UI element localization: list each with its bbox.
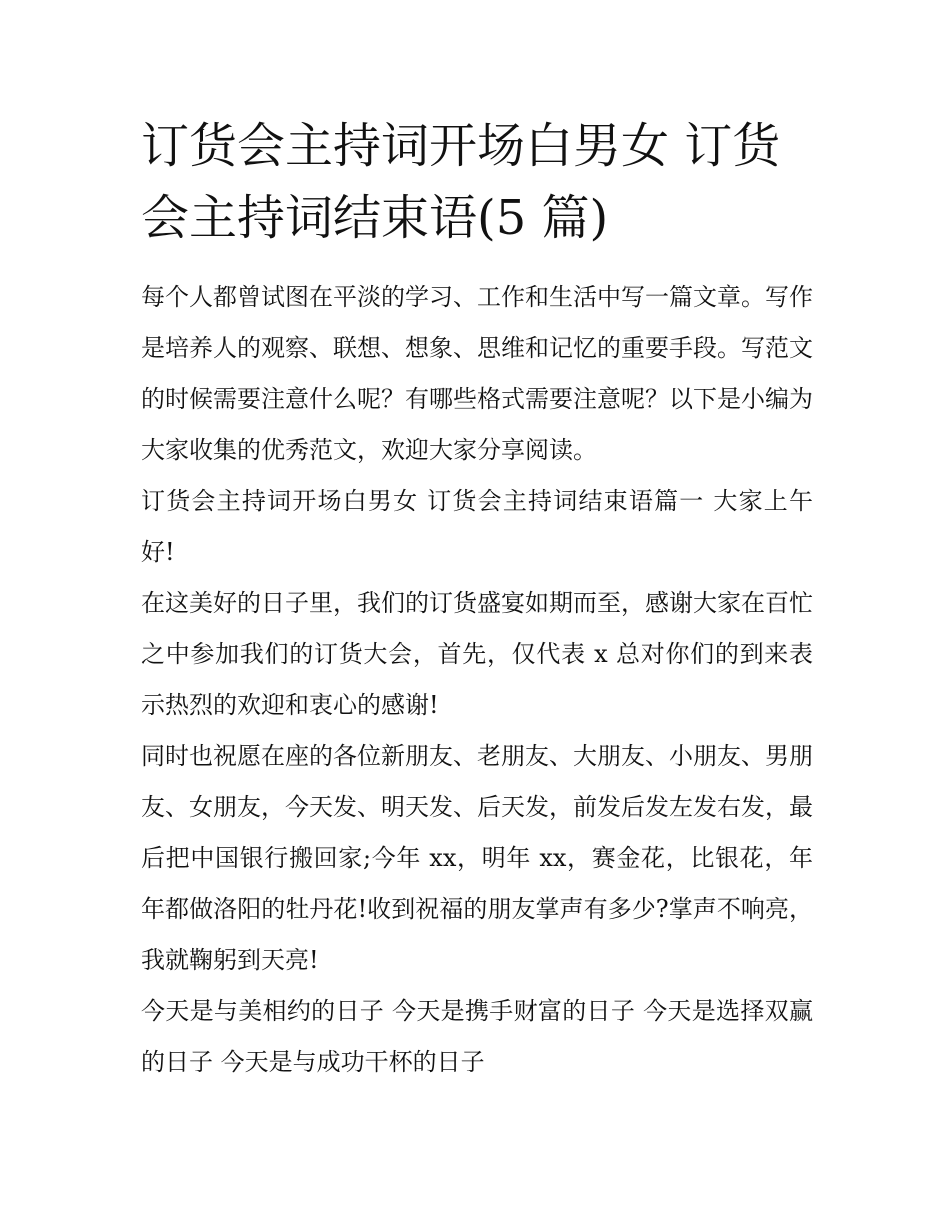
document-body <box>141 272 813 1088</box>
paragraph-blessing: 同时也祝愿在座的各位新朋友、老朋友、大朋友、小朋友、男朋友、女朋友，今天发、明天发、后天发，前发后发左发右发，最后把中国银行搬回家;今年 xx，明年 xx，赛金花，比银花，年年都做洛阳的牡丹花!收到祝福的朋友掌声有多少?掌声不响亮，我就鞠躬到天亮! <box>141 742 813 974</box>
document-title: 订货会主持词开场白男女 订货会主持词结束语(5 篇) <box>141 118 781 246</box>
paragraph-welcome: 在这美好的日子里，我们的订货盛宴如期而至，感谢大家在百忙之中参加我们的订货大会，首先，仅代表 x 总对你们的到来表示热烈的欢迎和衷心的感谢! <box>141 589 813 719</box>
paragraph-section-heading: 订货会主持词开场白男女 订货会主持词结束语篇一 大家上午好! <box>141 487 813 566</box>
paragraph-intro: 每个人都曾试图在平淡的学习、工作和生活中写一篇文章。写作是培养人的观察、联想、想象、思维和记忆的重要手段。写范文的时候需要注意什么呢？有哪些格式需要注意呢？以下是小编为大家收集的优秀范文，欢迎大家分享阅读。 <box>141 283 813 464</box>
paragraph-today: 今天是与美相约的日子 今天是携手财富的日子 今天是选择双赢的日子 今天是与成功干杯的日子 <box>141 997 813 1076</box>
document-page <box>141 110 813 1088</box>
